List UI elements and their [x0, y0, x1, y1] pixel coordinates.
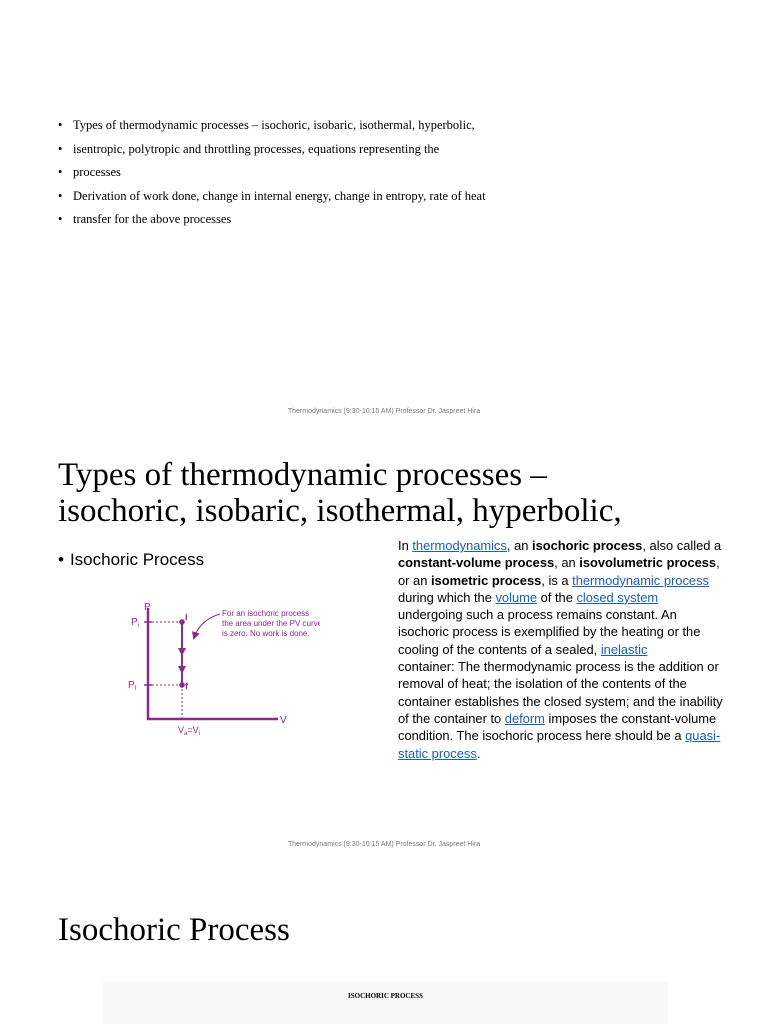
embedded-figure-title: ISOCHORIC PROCESS — [348, 992, 423, 1000]
link-thermodynamic-process[interactable]: thermodynamic process — [572, 572, 709, 588]
link-inelastic[interactable]: inelastic — [600, 641, 648, 657]
topic-bullet-text: isentropic, polytropic and throttling processes, equations representing the — [73, 141, 440, 156]
pf-label-main: P — [128, 680, 135, 691]
topic-bullet-item — [58, 211, 486, 235]
point-i-label: i — [185, 612, 188, 622]
desc-bold-term: isometric process — [430, 572, 542, 588]
annotation-line: For an isochoric process — [222, 609, 310, 618]
desc-text: , an — [506, 538, 533, 553]
embedded-figure — [103, 982, 668, 1024]
pf-label — [128, 680, 137, 692]
pi-label-sub: i — [137, 623, 140, 629]
p-axis-label: P — [144, 602, 151, 613]
link-closed-system[interactable]: closed system — [576, 589, 659, 605]
isochoric-description — [398, 537, 723, 762]
bullet-dot-icon: • — [58, 550, 64, 569]
bullet-dot-icon: • — [58, 141, 63, 156]
topic-bullet-text: processes — [73, 165, 121, 179]
v-axis-label: V — [280, 715, 287, 726]
link-deform[interactable]: deform — [504, 710, 545, 726]
slide-title: Isochoric Process — [58, 912, 290, 948]
link-quasi-static-process[interactable]: quasi-static process — [398, 728, 721, 761]
slide-footer: Thermodynamics (9:30-10:15 AM) Professor Dr. Jaspreet Hira — [287, 408, 481, 415]
desc-text: during which the — [398, 589, 496, 605]
pf-label-sub: f — [134, 686, 137, 692]
isochoric-bullet-text: Isochoric Process — [69, 550, 205, 569]
bullet-dot-icon: • — [58, 212, 63, 226]
desc-text: container: The thermodynamic process is the addition or removal of heat; the isolation of the contents of the container establishes the closed system; and the inability of the container to — [398, 659, 723, 726]
slide-footer: Thermodynamics (9:30-10:15 AM) Professor Dr. Jaspreet Hira — [287, 841, 481, 848]
topic-bullet-list — [58, 117, 486, 235]
v-label-a: V — [178, 725, 185, 735]
bullet-dot-icon: • — [58, 118, 63, 132]
desc-text: , an — [554, 555, 580, 571]
pv-diagram — [120, 600, 320, 745]
arrow-down-icon — [178, 648, 186, 656]
desc-bold-term: isochoric process — [532, 538, 643, 553]
v-equality-label — [178, 725, 200, 737]
final-state-point — [179, 682, 185, 688]
v-sub-a: a — [184, 731, 188, 737]
annotation-line: is zero. No work is done. — [222, 629, 310, 638]
initial-state-point — [179, 619, 185, 625]
link-thermodynamics[interactable]: thermodynamics — [412, 538, 507, 553]
desc-bold-term: isovolumetric process — [579, 555, 717, 571]
link-volume[interactable]: volume — [495, 589, 538, 605]
desc-text: imposes the constant-volume condition. The isochoric process here should be a — [398, 710, 717, 744]
isochoric-bullet — [58, 550, 204, 570]
point-f-label: f — [185, 681, 188, 691]
bullet-dot-icon: • — [58, 188, 63, 203]
pi-label — [131, 617, 139, 629]
topic-bullet-text: Types of thermodynamic processes – isochoric, isobaric, isothermal, hyperbolic, — [73, 118, 475, 132]
bullet-dot-icon: • — [58, 165, 63, 179]
topic-bullet-text: Derivation of work done, change in internal energy, change in entropy, rate of heat — [73, 188, 486, 203]
pi-label-main: P — [131, 617, 138, 628]
v-eq: =V — [187, 725, 199, 735]
annotation-line: the area under the PV curve — [222, 619, 320, 628]
pv-diagram-svg — [120, 600, 320, 740]
desc-text: , or an — [398, 555, 720, 588]
topic-bullet-item — [58, 117, 486, 141]
topic-bullet-item — [58, 164, 486, 188]
slide-title-line: isochoric, isobaric, isothermal, hyperbolic, — [58, 493, 622, 529]
desc-text: , is a — [541, 572, 573, 588]
topic-bullet-item — [58, 188, 486, 212]
desc-text: . — [476, 745, 481, 761]
arrow-down-icon — [178, 666, 186, 674]
desc-bold-term: constant-volume process — [398, 555, 555, 571]
topic-bullet-text: transfer for the above processes — [73, 212, 232, 226]
desc-text: In — [398, 538, 413, 553]
desc-text: undergoing such a process remains constant. An isochoric process is exemplified by the heating or the cooling of the contents of a sealed, — [398, 607, 701, 657]
annotation-arrow-icon — [194, 614, 220, 638]
desc-text: of the — [537, 589, 577, 605]
v-sub-b: i — [198, 731, 200, 737]
topic-bullet-item — [58, 141, 486, 165]
desc-text: , also called a — [642, 538, 722, 553]
slide-title-line: Types of thermodynamic processes – — [58, 457, 547, 493]
slide-title — [58, 457, 698, 529]
